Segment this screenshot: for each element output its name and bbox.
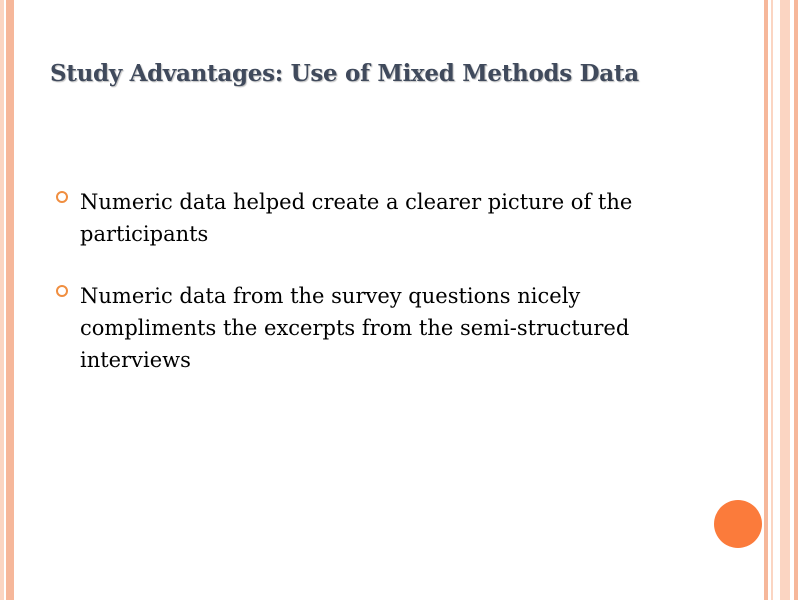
right-border-stripe-2 xyxy=(771,0,773,600)
orange-circle-decoration xyxy=(714,500,762,548)
left-border-stripe-inner xyxy=(6,0,14,600)
bullet-ring-icon xyxy=(56,285,68,297)
bullet-text: Numeric data from the survey questions nicely compliments the excerpts from the semi-structured interviews xyxy=(80,284,630,372)
bullet-item xyxy=(56,280,696,376)
bullet-text: Numeric data helped create a clearer picture of the participants xyxy=(80,190,633,246)
slide-title: Study Advantages: Use of Mixed Methods Data xyxy=(50,60,639,87)
bullet-list xyxy=(56,186,696,406)
right-border-stripe-4 xyxy=(794,0,798,600)
right-border-stripe-3 xyxy=(780,0,790,600)
right-border-stripe-1 xyxy=(764,0,768,600)
bullet-item xyxy=(56,186,696,250)
bullet-ring-icon xyxy=(56,191,68,203)
